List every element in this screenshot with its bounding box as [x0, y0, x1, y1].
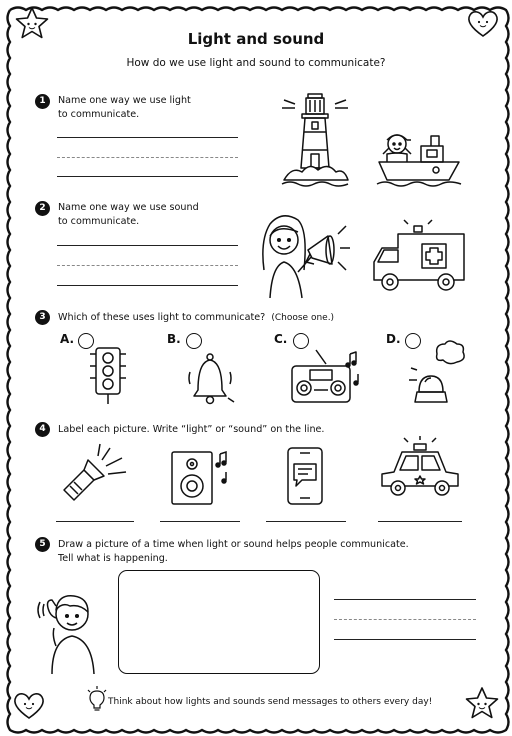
answer-line[interactable]: [57, 245, 238, 246]
question-line: Draw a picture of a time when light or sound helps people communicate.: [58, 539, 409, 550]
drawing-box[interactable]: [118, 570, 320, 674]
page-title: Light and sound: [187, 30, 325, 48]
question-text: [58, 538, 409, 566]
question-number: 3: [35, 310, 50, 325]
page-subtitle: How do we use light and sound to communicate?: [126, 57, 386, 69]
traffic-light-icon: [88, 346, 128, 406]
question-number: 2: [35, 201, 50, 216]
heart-icon: [12, 690, 46, 720]
question-line: Which of these uses light to communicate?: [58, 312, 266, 323]
lighthouse-icon: [280, 92, 350, 188]
boy-listening-icon: [36, 588, 102, 676]
flashlight-icon: [58, 440, 132, 502]
answer-line[interactable]: [334, 639, 476, 640]
star-icon: [464, 686, 500, 720]
answer-line[interactable]: [57, 137, 238, 138]
option-b-circle[interactable]: [186, 333, 202, 349]
question-number: 1: [35, 94, 50, 109]
answer-line[interactable]: [334, 619, 476, 620]
option-c-circle[interactable]: [293, 333, 309, 349]
question-number: 5: [35, 537, 50, 552]
option-label: C.: [274, 332, 288, 346]
ambulance-icon: [370, 222, 470, 294]
question-text: [58, 201, 199, 229]
question-text: [58, 311, 334, 325]
answer-line[interactable]: [378, 521, 462, 522]
answer-line[interactable]: [160, 521, 240, 522]
answer-line[interactable]: [266, 521, 346, 522]
answer-line[interactable]: [334, 599, 476, 600]
lightbulb-icon: [86, 686, 108, 712]
girl-megaphone-icon: [258, 210, 354, 302]
radio-icon: [288, 350, 364, 406]
question-line: Name one way we use light: [58, 95, 191, 106]
answer-line[interactable]: [57, 285, 238, 286]
siren-icon: [405, 340, 467, 408]
boat-icon: [373, 124, 465, 188]
speaker-icon: [168, 446, 238, 506]
option-label: A.: [60, 332, 75, 346]
bell-icon: [186, 352, 238, 406]
question-hint: (Choose one.): [271, 313, 335, 323]
question-line: Name one way we use sound: [58, 202, 199, 213]
option-label: D.: [386, 332, 401, 346]
question-line: to communicate.: [58, 216, 140, 227]
phone-message-icon: [284, 446, 328, 506]
police-car-icon: [378, 438, 464, 502]
question-line: Tell what is happening.: [58, 553, 168, 564]
answer-line[interactable]: [56, 521, 134, 522]
question-line: to communicate.: [58, 109, 140, 120]
question-text: [58, 94, 191, 122]
question-number: 4: [35, 422, 50, 437]
answer-line[interactable]: [57, 157, 238, 158]
option-label: B.: [167, 332, 181, 346]
answer-line[interactable]: [57, 265, 238, 266]
tip-text: Think about how lights and sounds send messages to others every day!: [108, 697, 433, 707]
answer-line[interactable]: [57, 176, 238, 177]
question-text: Label each picture. Write “light” or “sound” on the line.: [58, 424, 325, 435]
